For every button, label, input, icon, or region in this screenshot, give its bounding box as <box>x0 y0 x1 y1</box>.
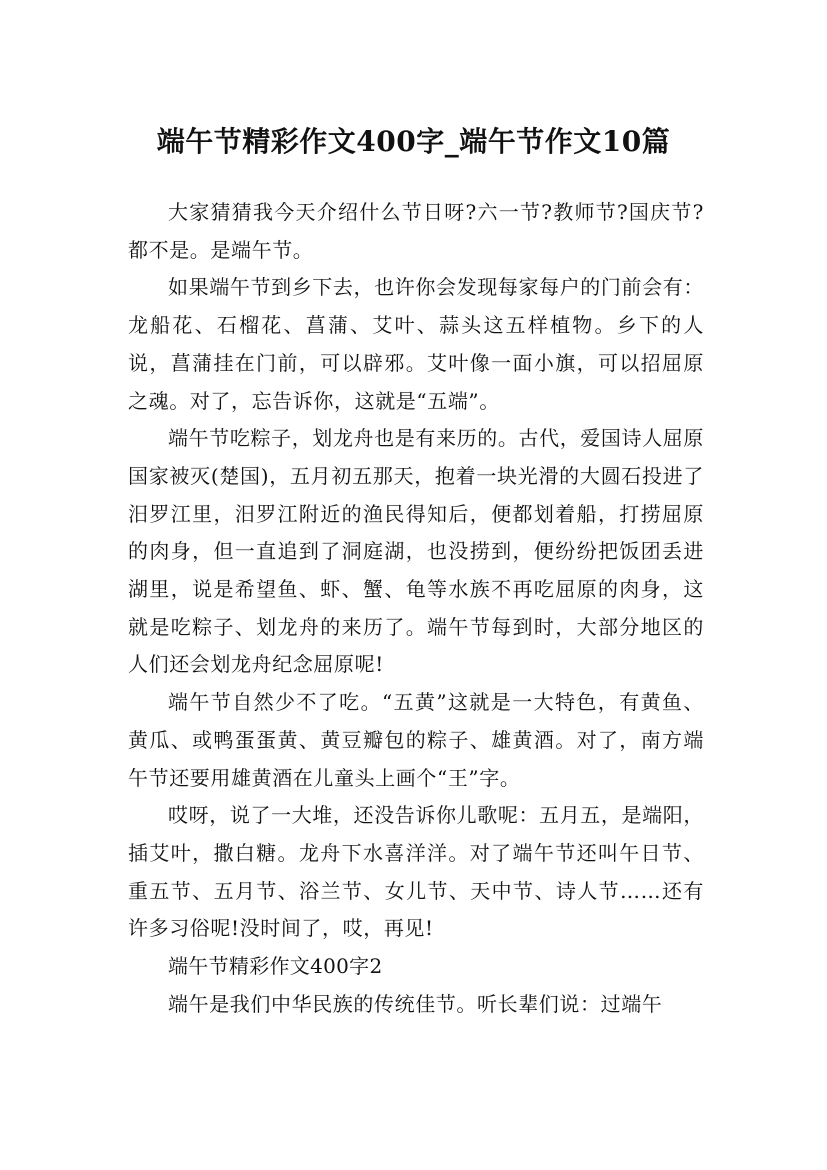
document-body <box>128 194 704 1023</box>
paragraph-intro: 大家猜猜我今天介绍什么节日呀?六一节?教师节?国庆节?都不是。是端午节。 <box>128 200 704 262</box>
paragraph-five-plants: 如果端午节到乡下去，也许你会发现每家每户的门前会有：龙船花、石榴花、菖蒲、艾叶、蒜头这五样植物。乡下的人说，菖蒲挂在门前，可以辟邪。艾叶像一面小旗，可以招屈原之魂。对了，忘告诉你，这就是“五端”。 <box>128 275 704 413</box>
paragraph-qu-yuan-history: 端午节吃粽子，划龙舟也是有来历的。古代，爱国诗人屈原国家被灭(楚国)，五月初五那天，抱着一块光滑的大圆石投进了汨罗江里，汨罗江附近的渔民得知后，便都划着船，打捞屈原的肉身，但一直追到了洞庭湖，也没捞到，便纷纷把饭团丢进湖里，说是希望鱼、虾、蟹、龟等水族不再吃屈原的肉身，这就是吃粽子、划龙舟的来历了。端午节每到时，大部分地区的人们还会划龙舟纪念屈原呢! <box>128 426 704 677</box>
document-title: 端午节精彩作文400字_端午节作文10篇 <box>156 124 671 158</box>
paragraph-five-yellows: 端午节自然少不了吃。“五黄”这就是一大特色，有黄鱼、黄瓜、或鸭蛋蛋黄、黄豆瓣包的粽子、雄黄酒。对了，南方端午节还要用雄黄酒在儿童头上画个“王”字。 <box>128 690 704 790</box>
essay-2-heading: 端午节精彩作文400字2 <box>168 954 383 979</box>
paragraph-nursery-rhyme: 哎呀，说了一大堆，还没告诉你儿歌呢：五月五，是端阳，插艾叶，撒白糖。龙舟下水喜洋洋。对了端午节还叫午日节、重五节、五月节、浴兰节、女儿节、天中节、诗人节……还有许多习俗呢!没时间了，哎，再见! <box>128 803 704 941</box>
essay-2-first-line: 端午是我们中华民族的传统佳节。听长辈们说：过端午 <box>168 991 663 1016</box>
